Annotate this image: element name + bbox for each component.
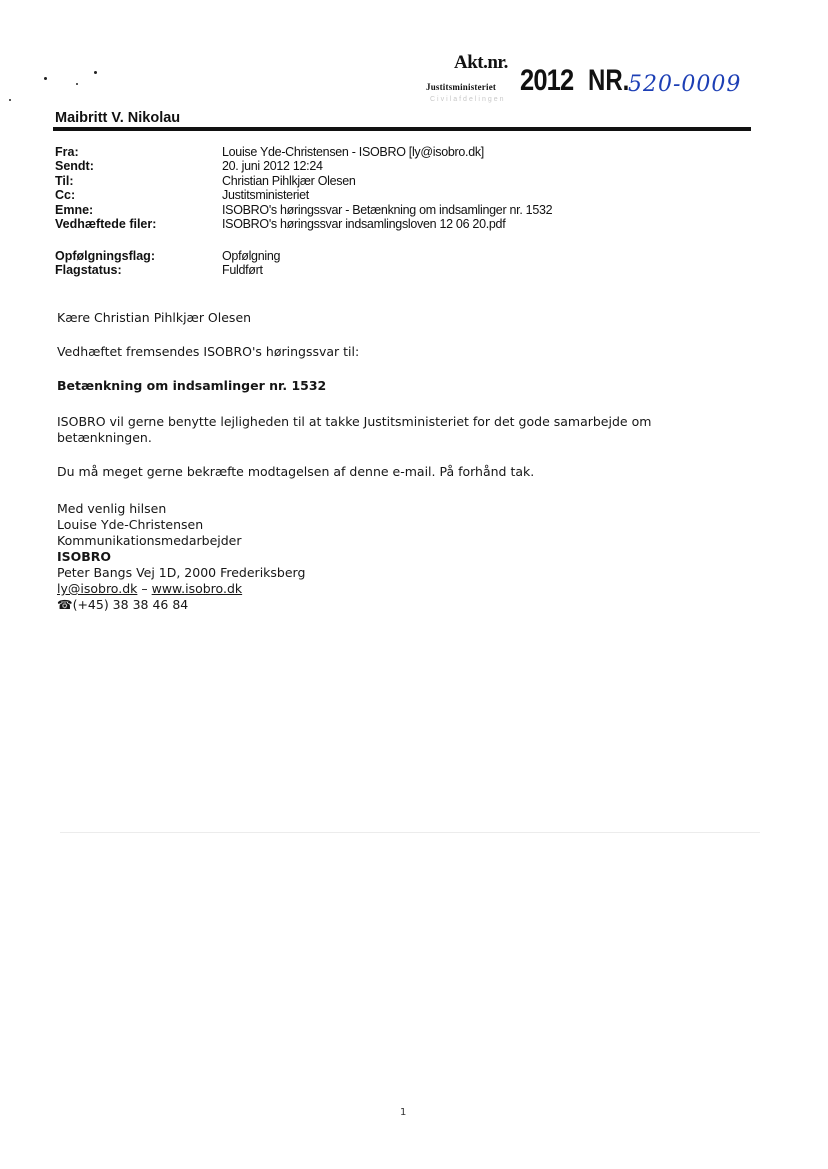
header-label-flag-status: Flagstatus: [55,263,122,277]
scan-speck [44,77,47,80]
signature-phone-line [57,597,188,613]
stamp-year: 2012 [520,64,574,97]
signature-separator: – [141,581,148,596]
header-label-to: Til: [55,174,74,188]
header-value-to: Christian Pihlkjær Olesen [222,174,356,188]
header-value-attachments: ISOBRO's høringssvar indsamlingsloven 12 06 20.pdf [222,217,506,231]
stamp-ministry: Justitsministeriet [426,82,497,92]
faint-scan-line [60,832,760,833]
header-value-subject: ISOBRO's høringssvar - Betænkning om indsamlinger nr. 1532 [222,203,553,217]
phone-icon: ☎ [57,597,73,612]
signature-closing: Med venlig hilsen [57,501,167,516]
header-label-from: Fra: [55,145,79,159]
stamp-akt-label: Akt.nr. [454,52,508,73]
header-label-subject: Emne: [55,203,94,217]
page-number: 1 [400,1107,407,1118]
thanks-line-1: ISOBRO vil gerne benytte lejligheden til at takke Justitsministeriet for det gode samarbejde om [57,414,652,429]
subject-heading: Betænkning om indsamlinger nr. 1532 [57,378,327,393]
signature-address: Peter Bangs Vej 1D, 2000 Frederiksberg [57,565,306,580]
mailbox-owner-name: Maibritt V. Nikolau [55,110,181,126]
confirm-line: Du må meget gerne bekræfte modtagelsen af denne e-mail. På forhånd tak. [57,464,535,479]
header-label-cc: Cc: [55,188,76,202]
greeting: Kære Christian Pihlkjær Olesen [57,310,252,325]
header-label-followup-flag: Opfølgningsflag: [55,249,155,263]
signature-name: Louise Yde-Christensen [57,517,204,532]
scan-speck [9,99,11,101]
header-value-sent: 20. juni 2012 12:24 [222,159,323,173]
header-divider [53,127,751,131]
stamp-nr-label: NR. [588,64,630,97]
header-value-cc: Justitsministeriet [222,188,309,202]
signature-title: Kommunikationsmedarbejder [57,533,242,548]
signature-phone: (+45) 38 38 46 84 [72,597,189,612]
scan-speck [94,71,97,74]
intro-line: Vedhæftet fremsendes ISOBRO's høringssvar til: [57,344,360,359]
header-value-from: Louise Yde-Christensen - ISOBRO [ly@isobro.dk] [222,145,484,159]
signature-email-link[interactable]: ly@isobro.dk [57,581,138,596]
receipt-stamp [424,52,784,110]
signature-contact-line [57,581,242,597]
header-value-flag-status: Fuldført [222,263,263,277]
header-label-attachments: Vedhæftede filer: [55,217,157,231]
header-value-followup-flag: Opfølgning [222,249,281,263]
signature-website-link[interactable]: www.isobro.dk [151,581,243,596]
signature-org: ISOBRO [57,549,112,564]
stamp-faint-text: Civilafdelingen [430,96,506,103]
thanks-line-2: betænkningen. [57,430,152,445]
header-label-sent: Sendt: [55,159,94,173]
scan-speck [76,83,78,85]
stamp-case-number: 520-0009 [628,72,742,97]
